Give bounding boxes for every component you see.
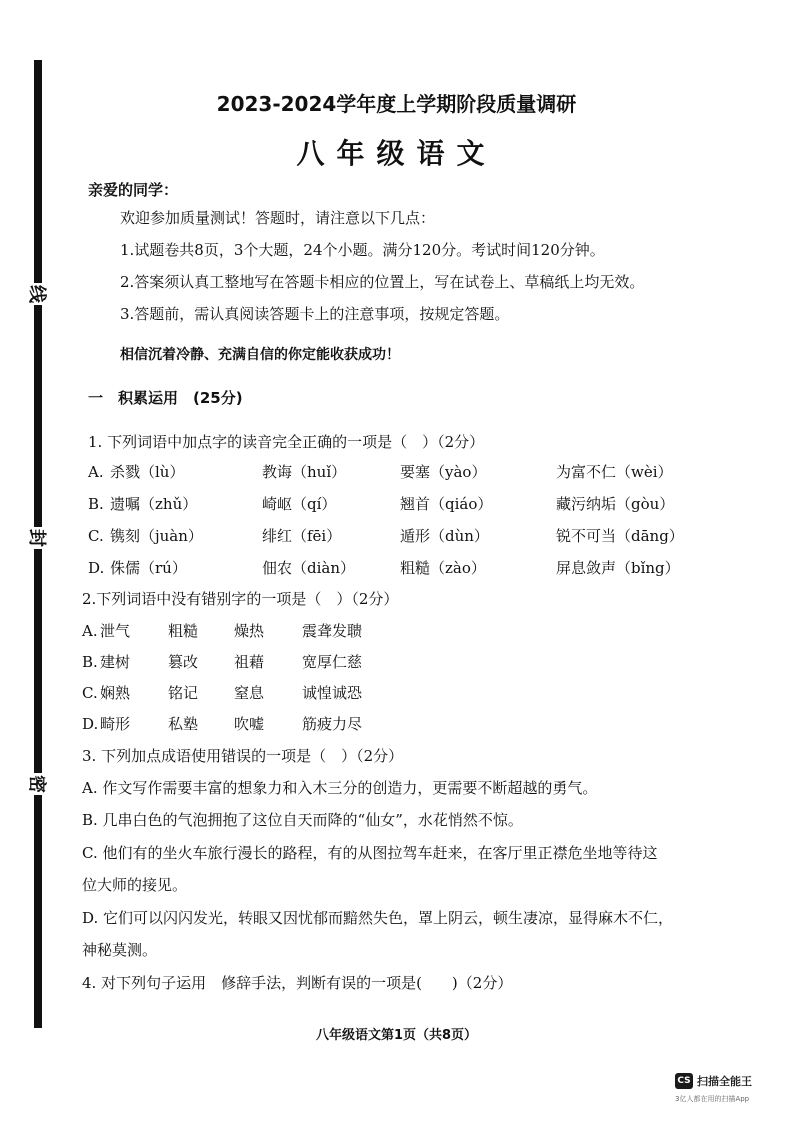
section-heading: 一 积累运用 (25分) (88, 389, 243, 407)
q1-a-label: A. (88, 463, 104, 481)
q1-c-item-4: 锐不可当（dāng） (556, 527, 684, 545)
q2-c-item-3: 窒息 (234, 684, 265, 702)
subject-title: 八年级语文 (296, 137, 497, 170)
binding-mark-mi: 密 (26, 773, 50, 795)
q2-a-item-1: 泄气 (100, 622, 131, 640)
note-2: 2.答案须认真工整地写在答题卡相应的位置上，写在试卷上、草稿纸上均无效。 (120, 273, 645, 291)
q2-a-label: A. (82, 622, 98, 640)
q1-c-item-2: 绯红（fēi） (262, 527, 342, 545)
encouragement: 相信沉着冷静、充满自信的你定能收获成功！ (120, 347, 400, 363)
q2-d-item-4: 筋疲力尽 (302, 715, 363, 733)
q2-b-label: B. (82, 653, 98, 671)
q2-b-item-3: 祖藉 (234, 653, 265, 671)
q1-a-item-4: 为富不仁（wèi） (556, 463, 673, 481)
camscanner-slogan: 3亿人都在用的扫描App (675, 1095, 750, 1103)
q1-d-label: D. (88, 559, 105, 577)
q1-d-item-2: 佃农（diàn） (262, 559, 356, 577)
note-1: 1.试题卷共8页，3个大题，24个小题。满分120分。考试时间120分钟。 (120, 241, 605, 259)
q4-stem: 4. 对下列句子运用 修辞手法，判断有误的一项是( )（2分） (82, 974, 513, 992)
q1-d-item-4: 屏息敛声（bǐng） (556, 559, 680, 577)
q1-b-label: B. (88, 495, 104, 513)
q3-option-d: D. 它们可以闪闪发光，转眼又因忧郁而黯然失色，罩上阴云，顿生凄凉，显得麻木不仁， (82, 909, 674, 927)
q1-b-item-2: 崎岖（qí） (262, 495, 337, 513)
q1-b-item-3: 翘首（qiáo） (400, 495, 493, 513)
q2-b-item-1: 建树 (100, 653, 131, 671)
binding-mark-feng: 封 (26, 527, 50, 549)
q2-d-item-1: 畸形 (100, 715, 131, 733)
q2-c-label: C. (82, 684, 98, 702)
camscanner-logo-icon: CS (675, 1073, 693, 1089)
q3-stem: 3. 下列加点成语使用错误的一项是（ ）（2分） (82, 747, 404, 765)
q2-d-item-3: 吹嘘 (234, 715, 265, 733)
q2-a-item-2: 粗糙 (168, 622, 199, 640)
exam-title: 2023-2024学年度上学期阶段质量调研 (216, 92, 577, 116)
note-3: 3.答题前，需认真阅读答题卡上的注意事项，按规定答题。 (120, 305, 510, 323)
q1-c-item-1: 镌刻（juàn） (110, 527, 203, 545)
q2-c-item-1: 娴熟 (100, 684, 131, 702)
q2-d-label: D. (82, 715, 99, 733)
q2-c-item-2: 铭记 (168, 684, 199, 702)
q3-option-c-cont: 位大师的接见。 (82, 876, 188, 894)
q2-a-item-4: 震聋发聩 (302, 622, 363, 640)
q2-c-item-4: 诚惶诚恐 (302, 684, 363, 702)
q2-stem: 2.下列词语中没有错别字的一项是（ ）（2分） (82, 590, 399, 608)
binding-mark-xian: 线 (26, 283, 50, 305)
q1-d-item-1: 侏儒（rú） (110, 559, 187, 577)
q2-b-item-4: 宽厚仁慈 (302, 653, 363, 671)
camscanner-name: 扫描全能王 (697, 1075, 752, 1088)
q3-option-b: B. 几串白色的气泡拥抱了这位自天而降的“仙女”，水花悄然不惊。 (82, 811, 523, 829)
q2-a-item-3: 燥热 (234, 622, 265, 640)
q3-option-c: C. 他们有的坐火车旅行漫长的路程，有的从图拉驾车赶来，在客厅里正襟危坐地等待这 (82, 844, 658, 862)
q1-stem: 1. 下列词语中加点字的读音完全正确的一项是（ ）（2分） (88, 433, 485, 451)
greeting: 亲爱的同学： (88, 181, 179, 199)
welcome-text: 欢迎参加质量测试！答题时，请注意以下几点： (120, 209, 436, 227)
q1-c-label: C. (88, 527, 104, 545)
q1-b-item-4: 藏污纳垢（gòu） (556, 495, 675, 513)
q1-a-item-2: 教诲（huǐ） (262, 463, 347, 481)
q2-b-item-2: 篡改 (168, 653, 199, 671)
q1-a-item-1: 杀戮（lù） (110, 463, 185, 481)
q1-b-item-1: 遗嘱（zhǔ） (110, 495, 198, 513)
q1-d-item-3: 粗糙（zào） (400, 559, 486, 577)
q1-c-item-3: 遁形（dùn） (400, 527, 489, 545)
q1-a-item-3: 要塞（yào） (400, 463, 487, 481)
q2-d-item-2: 私塾 (168, 715, 199, 733)
q3-option-d-cont: 神秘莫测。 (82, 941, 158, 959)
page-footer: 八年级语文第1页（共8页） (315, 1028, 478, 1043)
q3-option-a: A. 作文写作需要丰富的想象力和入木三分的创造力，更需要不断超越的勇气。 (82, 779, 598, 797)
